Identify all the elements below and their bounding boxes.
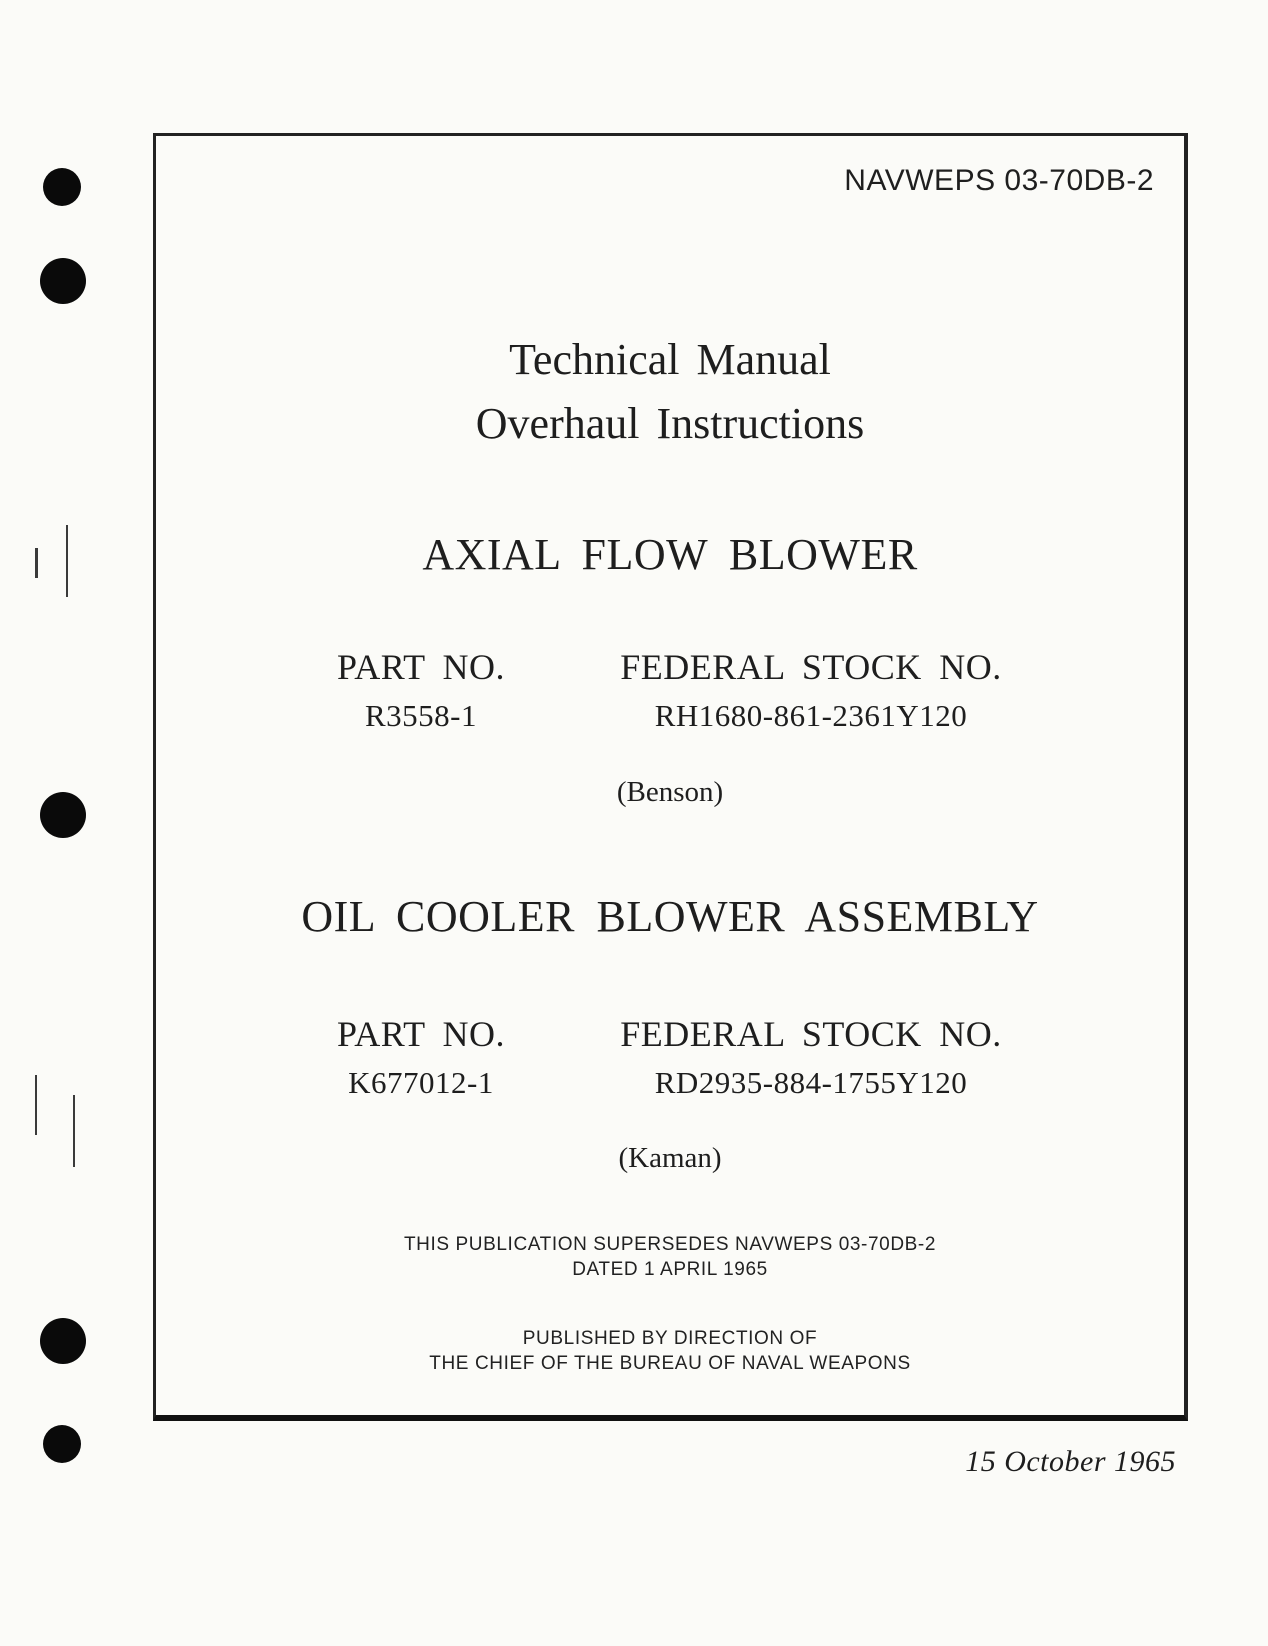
product-title-2: OIL COOLER BLOWER ASSEMBLY <box>301 892 1039 941</box>
product-title-1: AXIAL FLOW BLOWER <box>422 530 918 579</box>
part-number-label: PART NO. <box>337 647 505 687</box>
manufacturer-1: (Benson) <box>616 776 724 808</box>
manufacturer-2: (Kaman) <box>618 1142 722 1174</box>
publisher-line-2: THE CHIEF OF THE BUREAU OF NAVAL WEAPONS <box>429 1353 911 1374</box>
manual-title: Technical Manual <box>509 335 831 384</box>
stock-number-value: RD2935-884-1755Y120 <box>654 1065 968 1100</box>
supersedes-line-2: DATED 1 APRIL 1965 <box>572 1259 768 1280</box>
publication-date: 15 October 1965 <box>965 1445 1176 1478</box>
punch-hole-3 <box>40 792 86 838</box>
part-number-value: R3558-1 <box>365 698 477 733</box>
supersedes-line-1: THIS PUBLICATION SUPERSEDES NAVWEPS 03-70DB-2 <box>403 1234 937 1255</box>
part-number-block-2 <box>271 1013 571 1101</box>
part-number-block-1 <box>271 646 571 734</box>
margin-mark <box>35 548 38 578</box>
publisher-line-1: PUBLISHED BY DIRECTION OF <box>522 1328 818 1349</box>
stock-number-label: FEDERAL STOCK NO. <box>620 1014 1002 1054</box>
stock-number-label: FEDERAL STOCK NO. <box>620 647 1002 687</box>
document-number: NAVWEPS 03-70DB-2 <box>844 164 1154 197</box>
supersedes-notice <box>156 1232 1184 1282</box>
margin-mark <box>66 525 68 597</box>
stock-number-block-1 <box>586 646 1036 734</box>
punch-hole-1 <box>43 168 81 206</box>
punch-hole-4 <box>40 1318 86 1364</box>
margin-mark <box>35 1075 37 1135</box>
manual-subtitle: Overhaul Instructions <box>475 399 865 448</box>
part-number-value: K677012-1 <box>348 1065 494 1100</box>
stock-number-value: RH1680-861-2361Y120 <box>654 698 968 733</box>
punch-hole-2 <box>40 258 86 304</box>
part-number-label: PART NO. <box>337 1014 505 1054</box>
punch-hole-5 <box>43 1425 81 1463</box>
stock-number-block-2 <box>586 1013 1036 1101</box>
margin-mark <box>73 1095 75 1167</box>
cover-frame <box>153 133 1188 1421</box>
publisher-notice <box>156 1326 1184 1376</box>
